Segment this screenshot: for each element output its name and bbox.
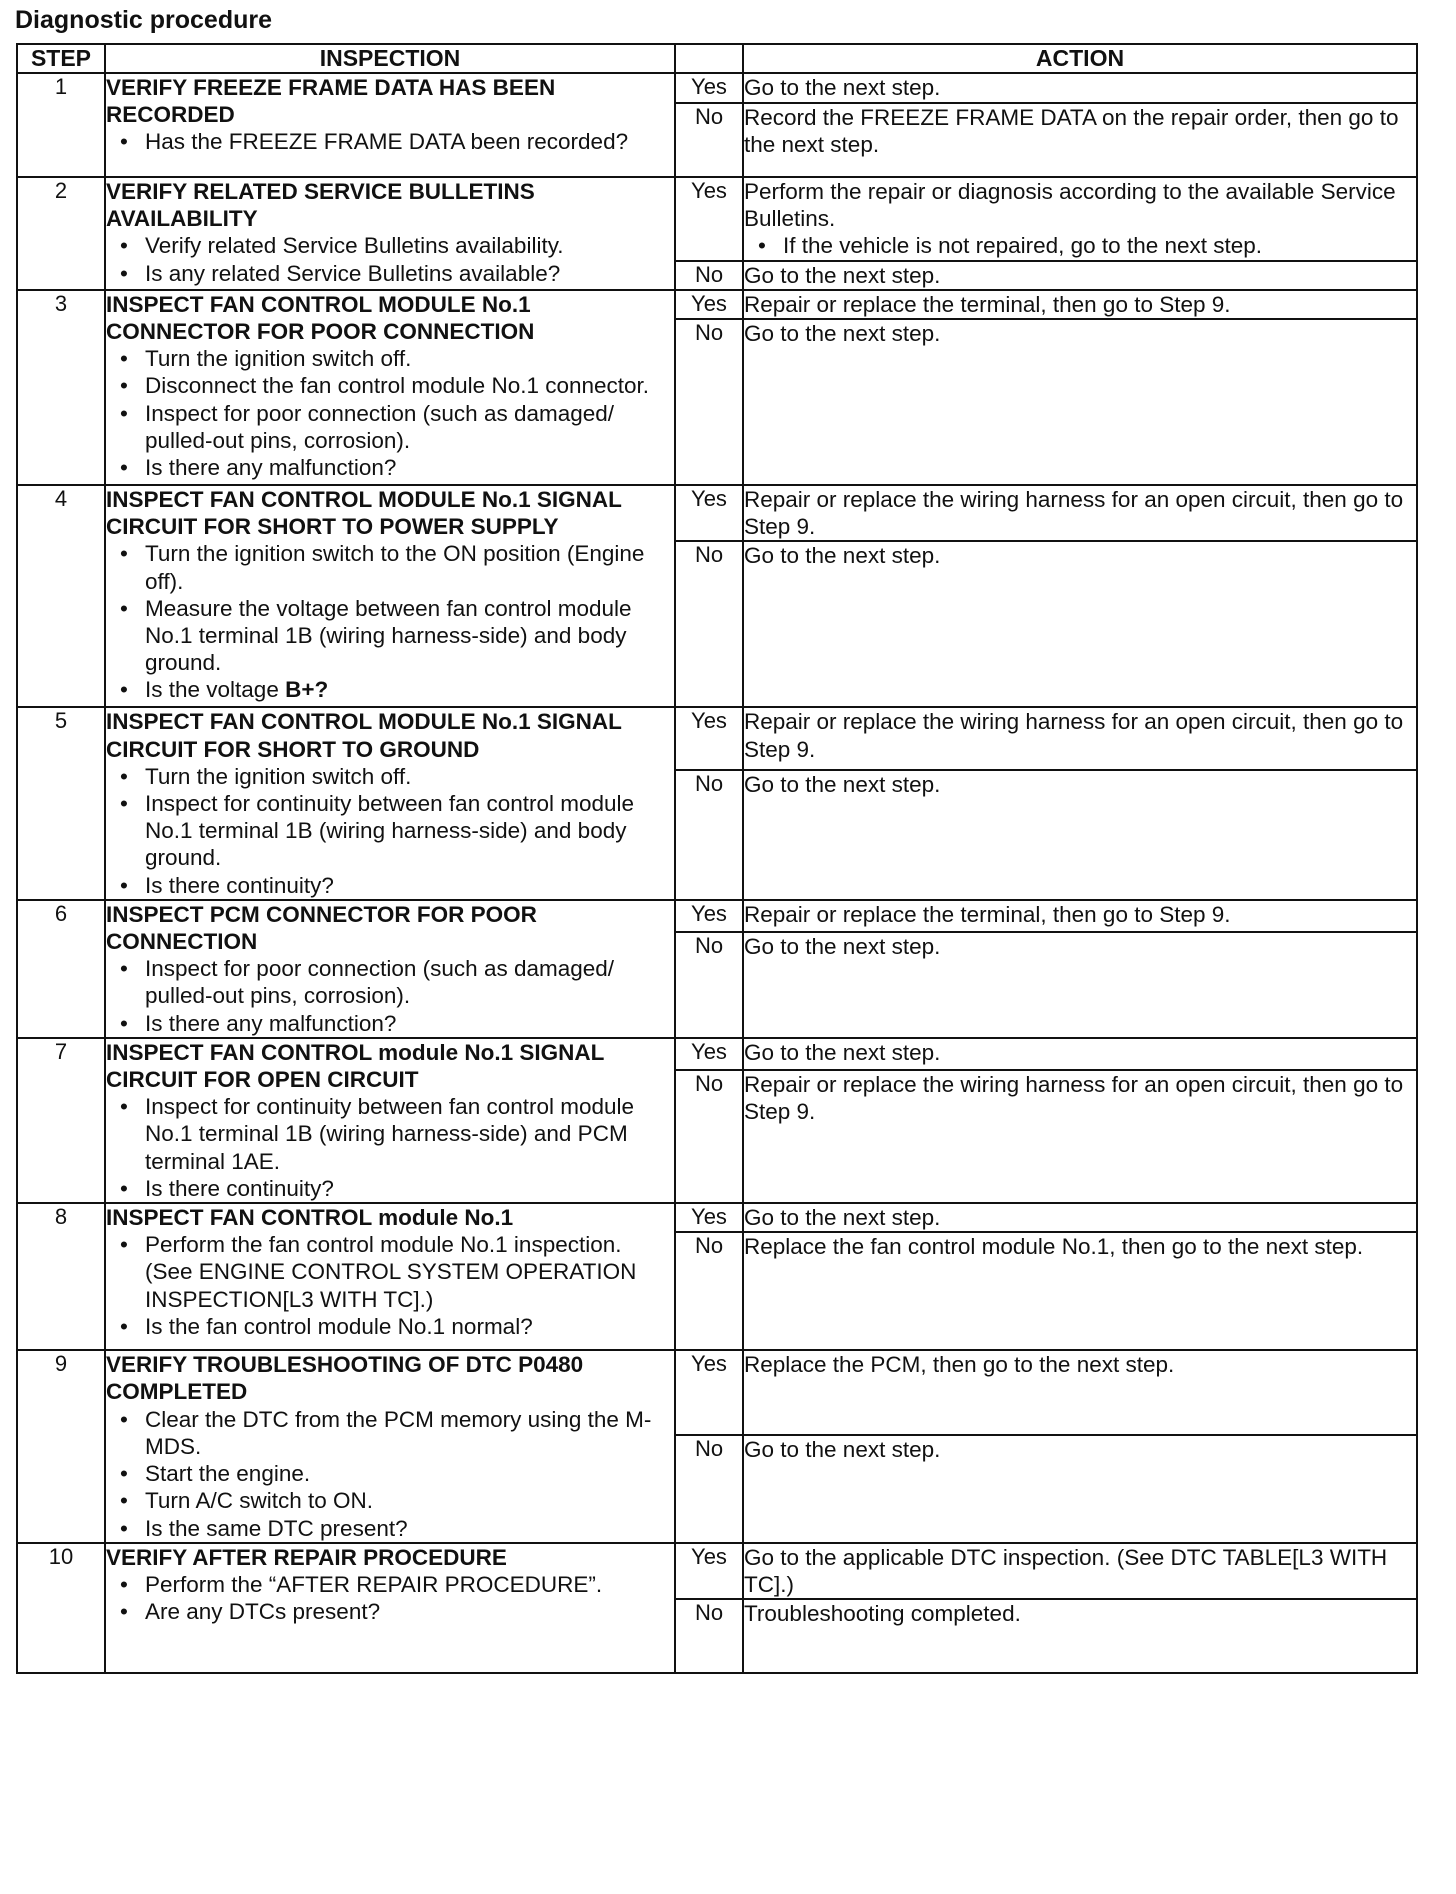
yes-action-text: Go to the next step. <box>744 1205 941 1231</box>
inspection-bullet: • Disconnect the fan control module No.1 connector. <box>106 372 674 399</box>
diagnostic-table <box>16 43 1418 1674</box>
yes-action <box>743 290 1417 319</box>
yes-label: Yes <box>675 900 743 932</box>
inspection-bullets <box>106 1406 674 1542</box>
inspection-cell <box>105 1203 675 1350</box>
step-number: 9 <box>17 1350 105 1542</box>
yes-action-text: Go to the next step. <box>744 1039 941 1065</box>
inspection-bullet: • Turn the ignition switch to the ON position (Engine off). <box>106 540 674 594</box>
table-row <box>17 1543 1417 1599</box>
inspection-bullet: • Inspect for continuity between fan control module No.1 terminal 1B (wiring harness-side) and PCM terminal 1AE. <box>106 1093 674 1175</box>
yes-action <box>743 1203 1417 1232</box>
inspection-bullets <box>106 955 674 1037</box>
yes-label: Yes <box>675 1543 743 1599</box>
inspection-bullet: • Is the fan control module No.1 normal? <box>106 1313 674 1340</box>
table-row <box>17 290 1417 319</box>
inspection-bullet: • Measure the voltage between fan control module No.1 terminal 1B (wiring harness-side) and body ground. <box>106 595 674 677</box>
inspection-bullet: • Turn the ignition switch off. <box>106 345 674 372</box>
yes-label: Yes <box>675 1350 743 1435</box>
no-label: No <box>675 103 743 177</box>
inspection-cell <box>105 900 675 1038</box>
step-number: 10 <box>17 1543 105 1673</box>
table-row <box>17 485 1417 541</box>
step-number: 2 <box>17 177 105 290</box>
table-row <box>17 1350 1417 1435</box>
no-label: No <box>675 261 743 290</box>
yes-action <box>743 1543 1417 1599</box>
yes-label: Yes <box>675 73 743 103</box>
inspection-bullets <box>106 763 674 899</box>
no-label: No <box>675 541 743 707</box>
yes-label: Yes <box>675 485 743 541</box>
inspection-cell <box>105 1038 675 1203</box>
yes-action <box>743 900 1417 932</box>
no-action: Go to the next step. <box>743 1435 1417 1542</box>
inspection-cell <box>105 177 675 290</box>
header-row <box>17 44 1417 73</box>
inspection-bullets <box>106 345 674 481</box>
inspection-heading: INSPECT FAN CONTROL MODULE No.1 SIGNAL CIRCUIT FOR SHORT TO GROUND <box>106 709 622 762</box>
yes-label: Yes <box>675 290 743 319</box>
yes-action-text: Repair or replace the wiring harness for an open circuit, then go to Step 9. <box>744 487 1404 540</box>
yes-action-text: Perform the repair or diagnosis according to the available Service Bulletins. <box>744 179 1396 232</box>
step-number: 3 <box>17 290 105 485</box>
step-number: 5 <box>17 707 105 899</box>
yes-label: Yes <box>675 1038 743 1070</box>
inspection-bullets <box>106 232 674 286</box>
yes-action-text: Go to the next step. <box>744 75 941 100</box>
no-label: No <box>675 1070 743 1203</box>
yes-label: Yes <box>675 177 743 261</box>
inspection-bullet: • Is there any malfunction? <box>106 1010 674 1037</box>
yes-action-text: Repair or replace the terminal, then go to Step 9. <box>744 291 1231 317</box>
no-label: No <box>675 1232 743 1350</box>
bullet-bold-value: B+? <box>285 677 329 703</box>
inspection-bullets <box>106 1571 674 1625</box>
step-number: 4 <box>17 485 105 707</box>
yes-label: Yes <box>675 1203 743 1232</box>
inspection-bullet: • Are any DTCs present? <box>106 1598 674 1625</box>
table-row <box>17 73 1417 103</box>
no-action: Repair or replace the wiring harness for an open circuit, then go to Step 9. <box>743 1070 1417 1203</box>
yes-action <box>743 485 1417 541</box>
no-action: Go to the next step. <box>743 932 1417 1038</box>
inspection-bullet: • Inspect for poor connection (such as damaged/ pulled-out pins, corrosion). <box>106 955 674 1009</box>
inspection-bullet: • Is there any malfunction? <box>106 454 674 481</box>
no-action: Go to the next step. <box>743 770 1417 900</box>
inspection-bullet: • Is any related Service Bulletins available? <box>106 260 674 287</box>
header-action: ACTION <box>743 44 1417 73</box>
inspection-heading: VERIFY RELATED SERVICE BULLETINS AVAILABILITY <box>106 179 535 232</box>
step-number: 1 <box>17 73 105 177</box>
no-label: No <box>675 932 743 1038</box>
inspection-heading: INSPECT PCM CONNECTOR FOR POOR CONNECTION <box>106 901 537 955</box>
action-bullet: • If the vehicle is not repaired, go to the next step. <box>744 232 1416 259</box>
no-action: Replace the fan control module No.1, then go to the next step. <box>743 1232 1417 1350</box>
no-label: No <box>675 770 743 900</box>
yes-action <box>743 1038 1417 1070</box>
inspection-cell <box>105 1350 675 1542</box>
inspection-bullet: • Has the FREEZE FRAME DATA been recorded? <box>106 128 674 155</box>
inspection-cell <box>105 290 675 485</box>
no-action: Go to the next step. <box>743 319 1417 485</box>
step-number: 8 <box>17 1203 105 1350</box>
inspection-heading: VERIFY FREEZE FRAME DATA HAS BEEN RECORDED <box>106 75 556 128</box>
no-label: No <box>675 319 743 485</box>
inspection-bullet: • Inspect for poor connection (such as damaged/ pulled-out pins, corrosion). <box>106 400 674 454</box>
step-number: 7 <box>17 1038 105 1203</box>
inspection-bullets <box>106 540 674 703</box>
inspection-bullet: • Perform the “AFTER REPAIR PROCEDURE”. <box>106 1571 674 1598</box>
table-row <box>17 900 1417 932</box>
inspection-bullets <box>106 1231 674 1340</box>
inspection-heading: INSPECT FAN CONTROL module No.1 SIGNAL CIRCUIT FOR OPEN CIRCUIT <box>106 1039 604 1093</box>
action-bullets <box>744 232 1416 259</box>
inspection-bullet: • Clear the DTC from the PCM memory using the M-MDS. <box>106 1406 674 1460</box>
header-step: STEP <box>17 44 105 73</box>
yes-action <box>743 707 1417 769</box>
yes-label: Yes <box>675 707 743 769</box>
no-action: Troubleshooting completed. <box>743 1599 1417 1673</box>
inspection-cell <box>105 1543 675 1673</box>
no-action: Go to the next step. <box>743 261 1417 290</box>
inspection-heading: INSPECT FAN CONTROL MODULE No.1 SIGNAL CIRCUIT FOR SHORT TO POWER SUPPLY <box>106 487 622 540</box>
table-row <box>17 1038 1417 1070</box>
no-label: No <box>675 1435 743 1542</box>
inspection-bullet: • Is there continuity? <box>106 872 674 899</box>
yes-action-text: Go to the applicable DTC inspection. (See DTC TABLE[L3 WITH TC].) <box>744 1544 1388 1597</box>
inspection-heading: INSPECT FAN CONTROL MODULE No.1 CONNECTOR FOR POOR CONNECTION <box>106 291 535 345</box>
table-row <box>17 707 1417 769</box>
inspection-bullets <box>106 1093 674 1202</box>
table-row <box>17 177 1417 261</box>
inspection-bullet <box>106 676 674 703</box>
yes-action <box>743 73 1417 103</box>
header-inspection: INSPECTION <box>105 44 675 73</box>
inspection-bullet: • Is there continuity? <box>106 1175 674 1202</box>
inspection-bullet: • Inspect for continuity between fan control module No.1 terminal 1B (wiring harness-side) and body ground. <box>106 790 674 872</box>
inspection-cell <box>105 485 675 707</box>
inspection-bullet: • Is the same DTC present? <box>106 1515 674 1542</box>
step-number: 6 <box>17 900 105 1038</box>
inspection-bullet: • Verify related Service Bulletins availability. <box>106 232 674 259</box>
yes-action <box>743 1350 1417 1435</box>
inspection-cell <box>105 73 675 177</box>
inspection-bullet: • Start the engine. <box>106 1460 674 1487</box>
inspection-bullet: • Perform the fan control module No.1 inspection. (See ENGINE CONTROL SYSTEM OPERATION INSPECTION[L3 WITH TC].) <box>106 1231 674 1313</box>
no-action: Go to the next step. <box>743 541 1417 707</box>
inspection-cell <box>105 707 675 899</box>
yes-action-text: Repair or replace the terminal, then go to Step 9. <box>744 901 1231 927</box>
inspection-heading: VERIFY AFTER REPAIR PROCEDURE <box>106 1544 507 1570</box>
yes-action <box>743 177 1417 261</box>
inspection-heading: INSPECT FAN CONTROL module No.1 <box>106 1205 514 1231</box>
table-body <box>17 73 1417 1673</box>
bullet-text: Is the voltage <box>145 677 286 703</box>
inspection-bullets <box>106 128 674 155</box>
no-label: No <box>675 1599 743 1673</box>
yes-action-text: Replace the PCM, then go to the next step. <box>744 1352 1175 1378</box>
yes-action-text: Repair or replace the wiring harness for an open circuit, then go to Step 9. <box>744 709 1404 762</box>
page-title: Diagnostic procedure <box>15 6 272 34</box>
inspection-bullet: • Turn A/C switch to ON. <box>106 1487 674 1514</box>
table-row <box>17 1203 1417 1232</box>
inspection-heading: VERIFY TROUBLESHOOTING OF DTC P0480 COMPLETED <box>106 1352 584 1405</box>
header-spacer <box>675 44 743 73</box>
no-action: Record the FREEZE FRAME DATA on the repair order, then go to the next step. <box>743 103 1417 177</box>
inspection-bullet: • Turn the ignition switch off. <box>106 763 674 790</box>
